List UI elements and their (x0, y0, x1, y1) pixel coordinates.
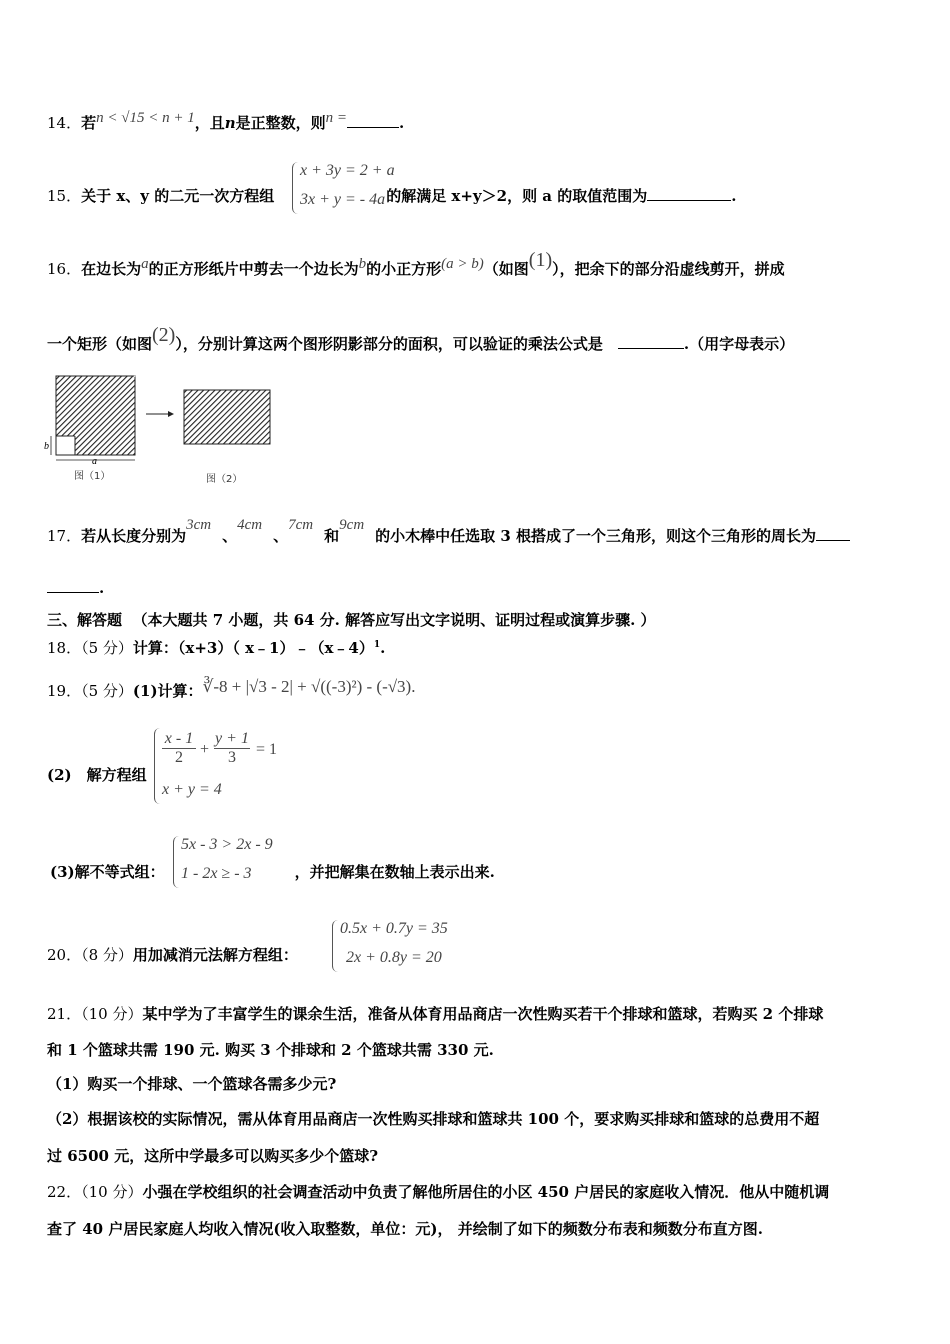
equation-2: 2x + 0.8y = 20 (346, 949, 442, 966)
answer-blank[interactable] (347, 113, 399, 128)
text: ），把余下的部分沿虚线剪开，拼成 (552, 260, 785, 278)
text: 和 (324, 527, 340, 545)
question-22-line-2: 查了 40 户居民家庭人均收入情况(收入取整数，单位：元)， 并绘制了如下的频数分布表和频数分布直方图. (47, 1220, 763, 1238)
inequality-1: 5x - 3 > 2x - 9 (181, 836, 273, 853)
math-var-a: a (141, 256, 149, 272)
length-2: 4cm (237, 517, 263, 533)
answer-blank[interactable] (647, 186, 731, 201)
fraction-2-denominator: 3 (214, 748, 250, 767)
text: （如图 (483, 260, 529, 278)
question-21-sub-2: （2）根据该校的实际情况，需从体育用品商店一次性购买排球和篮球共 100 个，要求购买排球和篮球的总费用不超 (47, 1110, 820, 1128)
question-number: 16． (47, 260, 82, 278)
question-16-line-2 (47, 324, 795, 354)
question-16-line-1 (47, 249, 785, 280)
text: . (731, 187, 737, 205)
plus-sign: + (200, 741, 210, 758)
text: 某中学为了丰富学生的课余生活，准备从体育用品商店一次性购买若干个排球和篮球，若购买 2 个排球 (142, 1005, 824, 1023)
answer-blank[interactable] (816, 526, 850, 541)
figure-2-caption: 图（2） (206, 474, 243, 485)
text: 若 (81, 114, 97, 132)
question-17-line-2 (47, 578, 104, 598)
answer-blank-continued[interactable] (47, 578, 99, 593)
math-var-n: n (224, 114, 236, 132)
question-21-line-2: 和 1 个篮球共需 190 元. 购买 3 个排球和 2 个篮球共需 330 元. (47, 1041, 494, 1059)
text: 、 (222, 527, 238, 545)
question-number: 17． (47, 527, 82, 545)
question-21-sub-2-cont: 过 6500 元，这所中学最多可以购买多少个篮球? (47, 1147, 378, 1165)
figure-ref-1: (1) (528, 249, 553, 271)
question-number: 14． (47, 114, 82, 132)
question-number: 20． (47, 946, 82, 964)
label-b: b (44, 441, 49, 452)
length-1: 3cm (186, 517, 212, 533)
text: 一个矩形（如图 (47, 335, 153, 353)
system-brace (292, 162, 299, 214)
exponent: 1 (373, 640, 381, 650)
score: （10 分） (81, 1183, 143, 1201)
label-a: a (92, 456, 97, 467)
text: 的小木棒中任选取 3 根搭成了一个三角形，则这个三角形的周长为 (375, 527, 817, 545)
question-number: 21． (47, 1005, 82, 1023)
fraction-2 (214, 730, 250, 767)
text: 用加减消元法解方程组： (132, 946, 298, 964)
section-title: 三、解答题 (47, 611, 123, 629)
text: 的解满足 x+y＞2，则 a 的取值范围为 (386, 187, 648, 205)
answer-blank[interactable] (618, 334, 684, 349)
text: ），分别计算这两个图形阴影部分的面积，可以验证的乘法公式是 (175, 335, 603, 353)
text: 的小正方形 (366, 260, 442, 278)
text: . (99, 579, 105, 597)
text: . (380, 639, 386, 657)
text: (3)解不等式组： (50, 863, 165, 881)
text: 计算：（x+3）（ x﹣1）﹣（x﹣4） (132, 639, 374, 657)
equation-1: x + 3y = 2 + a (300, 162, 395, 179)
text: 若从长度分别为 (81, 527, 187, 545)
equation-2: 3x + y = - 4a (300, 191, 386, 208)
figure-1-cut-square (56, 436, 75, 455)
math-answer-var: n = (325, 110, 348, 126)
question-number: 15． (47, 187, 82, 205)
question-19-part-3 (50, 862, 495, 882)
math-condition: (a > b) (441, 256, 484, 272)
text: 是正整数，则 (235, 114, 326, 132)
text: .（用字母表示） (683, 335, 795, 353)
text: (1)计算： (132, 682, 203, 700)
text: . (399, 114, 405, 132)
question-22-line-1 (47, 1182, 829, 1202)
equation-1: 0.5x + 0.7y = 35 (340, 920, 448, 937)
text: 关于 x、y 的二元一次方程组 (81, 187, 275, 205)
system-brace (332, 920, 339, 972)
arrow-head-icon (168, 411, 174, 417)
question-19-part-2-label: (2) 解方程组 (47, 766, 147, 784)
length-3: 7cm (288, 517, 314, 533)
system-brace (154, 728, 161, 804)
system-brace (173, 836, 180, 888)
section-3-heading (47, 610, 656, 630)
question-21-line-1 (47, 1004, 823, 1024)
score: （10 分） (81, 1005, 143, 1023)
score: （5 分） (81, 639, 133, 657)
question-21-sub-1: （1）购买一个排球、一个篮球各需多少元? (47, 1075, 337, 1093)
section-description: （本大题共 7 小题，共 64 分. 解答应写出文字说明、证明过程或演算步骤. ） (132, 611, 656, 629)
question-20 (47, 945, 298, 965)
fraction-1-denominator: 2 (162, 748, 196, 767)
text: ，且 (194, 114, 225, 132)
score: （8 分） (81, 946, 133, 964)
question-number: 18． (47, 639, 82, 657)
figure-2-rectangle (184, 390, 270, 444)
length-4: 9cm (339, 517, 365, 533)
text: ，并把解集在数轴上表示出来. (294, 863, 495, 881)
equation-2: x + y = 4 (162, 781, 222, 798)
question-19-part-1 (47, 677, 416, 701)
question-17-line-1 (47, 517, 850, 547)
text: 的正方形纸片中剪去一个边长为 (148, 260, 359, 278)
math-inequality: n < √15 < n + 1 (96, 110, 195, 126)
question-number: 19． (47, 682, 82, 700)
question-number: 22． (47, 1183, 82, 1201)
figure-ref-2: (2) (152, 324, 176, 346)
text: 小强在学校组织的社会调查活动中负责了解他所居住的小区 450 户居民的家庭收入情况．他从中随机调 (142, 1183, 830, 1201)
question-14 (47, 110, 405, 134)
fraction-2-numerator: y + 1 (215, 730, 249, 747)
question-18 (47, 635, 385, 658)
figure-1-caption: 图（1） (74, 471, 111, 482)
math-expression: ∛-8 + |√3 - 2| + √((-3)²) - (-√3). (202, 677, 416, 696)
fraction-1-numerator: x - 1 (164, 730, 194, 747)
text: 、 (273, 527, 289, 545)
question-15 (47, 186, 737, 206)
fraction-1 (162, 730, 196, 767)
score: （5 分） (81, 682, 133, 700)
inequality-2: 1 - 2x ≥ - 3 (181, 865, 252, 882)
equals-one: = 1 (256, 741, 278, 758)
math-var-b: b (358, 256, 367, 272)
text: 在边长为 (81, 260, 142, 278)
